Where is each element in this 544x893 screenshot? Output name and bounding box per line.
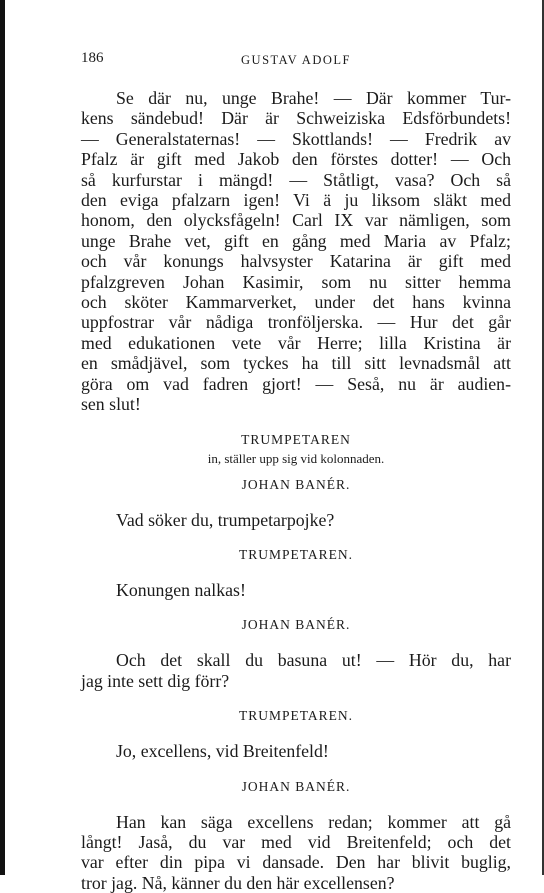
dialogue-paragraph [81, 510, 511, 530]
text-line: Jo, excellens, vid Breitenfeld! [116, 741, 329, 762]
text-line: tror jag. Nå, känner du den här excellensen? [81, 872, 395, 893]
text-line: Och det skall du basuna ut! — Hör du, har [116, 650, 511, 671]
text-line: jag inte sett dig förr? [81, 670, 230, 691]
text-line: göra om vad fadren gjort! — Seså, nu är audien- [81, 373, 511, 394]
text-line: och sköter Kammarverket, under det hans kvinna [81, 292, 511, 313]
text-line: den eviga pfalzarn igen! Vi ä ju liksom släkt med [81, 190, 511, 211]
text-line: och vår konungs halvsyster Katarina är gift med [81, 251, 511, 272]
dialogue-paragraph [81, 580, 511, 600]
running-head [81, 44, 511, 72]
speaker-name: TRUMPETAREN. [238, 708, 354, 724]
text-line: honom, den olycksfågeln! Carl IX var nämligen, som [81, 210, 511, 231]
text-line: Pfalz är gift med Jakob den förstes dotter! — Och [81, 149, 511, 170]
text-line: uppfostrar vår nådiga tronföljerska. — Hur det går [81, 312, 511, 333]
dialogue-paragraph [81, 812, 511, 893]
page-number: 186 [81, 50, 104, 66]
running-title: GUSTAV ADOLF [241, 53, 351, 67]
speaker-name: TRUMPETAREN [241, 431, 351, 447]
text-line: pfalzgreven Johan Kasimir, som nu sitter hemma [81, 271, 511, 292]
speaker-name: JOHAN BANÉR. [241, 617, 351, 633]
text-line: Vad söker du, trumpetarpojke? [116, 509, 335, 530]
text-line: Konungen nalkas! [116, 579, 246, 600]
text-line: unge Brahe vet, gift en gång med Maria av Pfalz; [81, 230, 511, 251]
text-line: Se där nu, unge Brahe! — Där kommer Tur- [116, 88, 511, 108]
text-line: sen slut! [81, 394, 141, 415]
dialogue-paragraph [81, 88, 511, 415]
speaker-name: JOHAN BANÉR. [241, 778, 351, 794]
text-line: var efter din pipa vi dansade. Den har blivit buglig, [81, 852, 511, 873]
scan-border-left [0, 0, 5, 875]
dialogue-paragraph [81, 650, 511, 691]
text-line: — Generalstaternas! — Skottlands! — Fredrik av [81, 128, 511, 149]
stage-direction: in, ställer upp sig vid kolonnaden. [207, 450, 385, 466]
speaker-name: JOHAN BANÉR. [241, 476, 351, 492]
text-line: långt! Jaså, du var med vid Breitenfeld; och det [81, 831, 511, 852]
speaker-name: TRUMPETAREN. [238, 546, 354, 562]
text-line: med edukationen vete vår Herre; lilla Kristina är [81, 332, 511, 353]
text-line: en smådjävel, som tyckes ha till sitt levnadsmål att [81, 353, 511, 374]
text-line: Han kan säga excellens redan; kommer att gå [116, 811, 511, 832]
dialogue-paragraph [81, 741, 511, 761]
text-body [81, 88, 511, 893]
text-line: så kurfurstar i mängd! — Ståtligt, vasa? Och så [81, 169, 511, 190]
text-line: kens sändebud! Där är Schweiziska Edsförbundets! [81, 108, 511, 129]
